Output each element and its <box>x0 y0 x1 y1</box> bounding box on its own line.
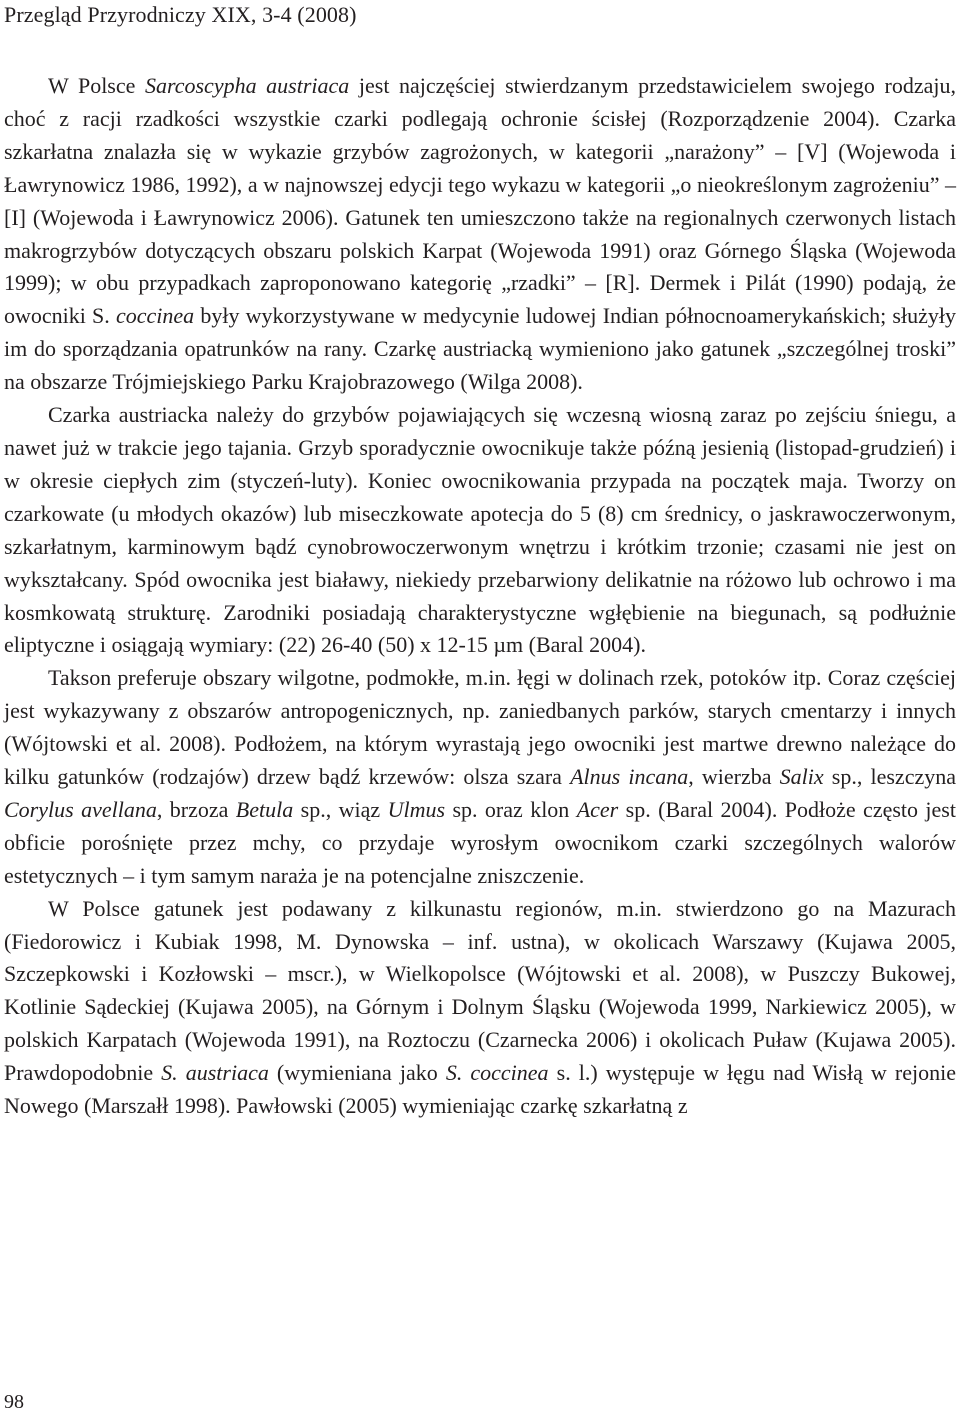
text-run: W Polsce gatunek jest podawany z kilkunastu regionów, m.in. stwierdzono go na Mazurach (Fiedorowicz i Kubiak 1998, M. Dynowska – inf. ustna), w okolicach Warszawy (Kujawa 2005, Szczepkowski i Kozłowski – mscr.), w Wielkopolsce (Wójtowski et al. 2008), w Puszczy Bukowej, Kotlinie Sądeckiej (Kujawa 2005), na Górnym i Dolnym Śląsku (Wojewoda 1999, Narkiewicz 2005), w polskich Karpatach (Wojewoda 1991), na Roztoczu (Czarnecka 2006) i okolicach Puław (Kujawa 2005). Prawdopodobnie <box>4 895 956 1086</box>
italic-run: Ulmus <box>387 796 446 822</box>
text-run: Czarka austriacka należy do grzybów pojawiających się wczesną wiosną zaraz po zejściu śniegu, a nawet już w trakcie jego tajania. Grzyb sporadycznie owocnikuje także późną jesienią (listopad-grudzień) i w okresie ciepłych zim (styczeń-luty). Koniec owocnikowania przypada na początek maja. Tworzy on czarkowate (u młodych okazów) lub miseczkowate apotecja do 5 (8) cm średnicy, o jaskrawoczerwonym, szkarłatnym, karminowym bądź cynobrowoczerwonym wnętrzu i krótkim trzonie; czasami nie jest on wykształcany. Spód owocnika jest białawy, niekiedy przebarwiony delikatnie na różowo lub ochrowo i ma kosmkowatą strukturę. Zarodniki posiadają charakterystyczne wgłębienie na biegunach, są podłużnie eliptyczne i osiągają wymiary: (22) 26-40 (50) x 12-15 µm (Baral 2004). <box>4 402 956 658</box>
paragraph-2 <box>4 399 956 662</box>
italic-run: Sarcoscypha austriaca <box>144 73 350 98</box>
text-run: sp., leszczyna <box>823 764 956 790</box>
text-run: , wierzba <box>688 764 780 790</box>
article-body <box>4 70 956 1123</box>
text-run: sp. oraz klon <box>445 796 577 822</box>
text-run: sp. (Baral 2004). Podłoże często jest obficie porośnięte przez mchy, co przydaje wyrosłym owocnikom czarki szczególnych walorów estetycznych – i tym samym naraża je na potencjalne zniszczenie. <box>4 796 956 888</box>
text-run: W Polsce <box>48 73 145 98</box>
text-run: były wykorzystywane w medycynie ludowej Indian północnoamerykańskich; służyły im do sporządzania opatrunków na rany. Czarkę austriacką wymieniono jako gatunek „szczególnej troski” na obszarze Trójmiejskiego Parku Krajobrazowego (Wilga 2008). <box>4 303 956 395</box>
text-run: s. l.) występuje w łęgu nad Wisłą w rejonie Nowego (Marszałł 1998). Pawłowski (2005) wymieniając czarkę szkarłatną z <box>4 1060 956 1119</box>
italic-run: coccinea <box>115 303 195 329</box>
italic-run: Acer <box>576 796 619 822</box>
italic-run: Alnus incana <box>570 764 689 790</box>
text-run: Takson preferuje obszary wilgotne, podmokłe, m.in. łęgi w dolinach rzek, potoków itp. Coraz częściej jest wykazywany z obszarów antropogenicznych, np. zaniedbanych parków, starych cmentarzy i innych (Wójtowski et al. 2008). Podłożem, na którym wyrastają jego owocniki jest martwe drewno należące do kilku gatunków (rodzajów) drzew bądź krzewów: olsza szara <box>4 665 956 790</box>
text-run: sp., wiąz <box>293 796 388 822</box>
paragraph-1 <box>4 70 956 399</box>
italic-run: Salix <box>779 764 824 790</box>
paragraph-4 <box>4 893 956 1123</box>
text-run: jest najczęściej stwierdzanym przedstawicielem swojego rodzaju, choć z racji rzadkości wszystkie czarki podlegają ochronie ścisłej (Rozporządzenie 2004). Czarka szkarłatna znalazła się w wykazie grzybów zagrożonych, w kategorii „narażony” – [V] (Wojewoda i Ławrynowicz 1986, 1992), a w najnowszej edycji tego wykazu w kategorii „o nieokreślonym zagrożeniu” – [I] (Wojewoda i Ławrynowicz 2006). Gatunek ten umieszczono także na regionalnych czerwonych listach makrogrzybów dotyczących obszaru polskich Karpat (Wojewoda 1991) oraz Górnego Śląska (Wojewoda 1999); w obu przypadkach zaproponowano kategorię „rzadki” – [R]. Dermek i Pilát (1990) podają, że owocniki S. <box>4 73 956 329</box>
page-number: 98 <box>4 1391 24 1413</box>
paragraph-3 <box>4 662 956 892</box>
text-run: , brzoza <box>156 796 236 822</box>
italic-run: S. austriaca <box>161 1060 269 1086</box>
italic-run: Corylus avellana <box>4 796 157 822</box>
running-head: Przegląd Przyrodniczy XIX, 3-4 (2008) <box>4 2 357 27</box>
italic-run: S. coccinea <box>445 1060 549 1086</box>
italic-run: Betula <box>235 796 294 822</box>
text-run: (wymieniana jako <box>268 1060 446 1086</box>
